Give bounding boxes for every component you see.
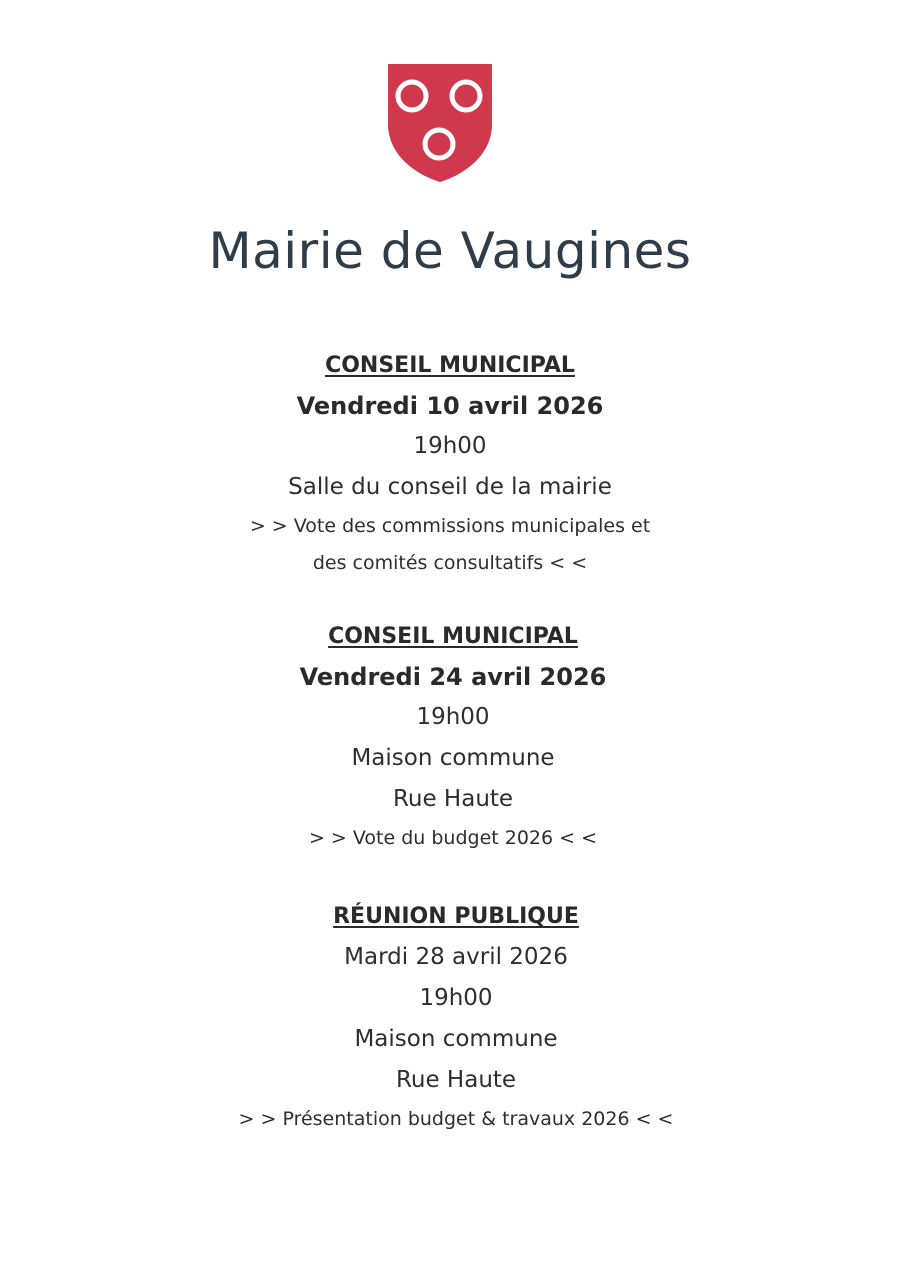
event-venue: Salle du conseil de la mairie xyxy=(288,474,612,500)
event-date: Vendredi 10 avril 2026 xyxy=(296,392,604,420)
event-date: Mardi 28 avril 2026 xyxy=(344,944,568,970)
event-venue: Maison commune xyxy=(354,1026,558,1052)
event-block-2 xyxy=(3,617,900,857)
event-block-3 xyxy=(6,897,900,1138)
event-agenda-line1: > > Vote du budget 2026 < < xyxy=(308,827,598,849)
event-heading: RÉUNION PUBLIQUE xyxy=(333,904,579,929)
event-agenda-line1: > > Vote des commissions municipales et xyxy=(249,515,651,537)
event-street: Rue Haute xyxy=(392,786,514,812)
event-time: 19h00 xyxy=(416,704,490,730)
event-block-1 xyxy=(0,346,900,582)
event-street: Rue Haute xyxy=(395,1067,517,1093)
event-venue: Maison commune xyxy=(351,745,555,771)
event-agenda-line2: des comités consultatifs < < xyxy=(312,552,588,574)
page-title: Mairie de Vaugines xyxy=(208,222,692,280)
event-time: 19h00 xyxy=(413,433,487,459)
event-heading: CONSEIL MUNICIPAL xyxy=(325,353,575,378)
coat-of-arms-icon xyxy=(386,62,494,184)
event-time: 19h00 xyxy=(419,985,493,1011)
event-agenda-line1: > > Présentation budget & travaux 2026 < < xyxy=(238,1108,674,1130)
event-heading: CONSEIL MUNICIPAL xyxy=(328,624,578,649)
event-date: Vendredi 24 avril 2026 xyxy=(299,663,607,691)
